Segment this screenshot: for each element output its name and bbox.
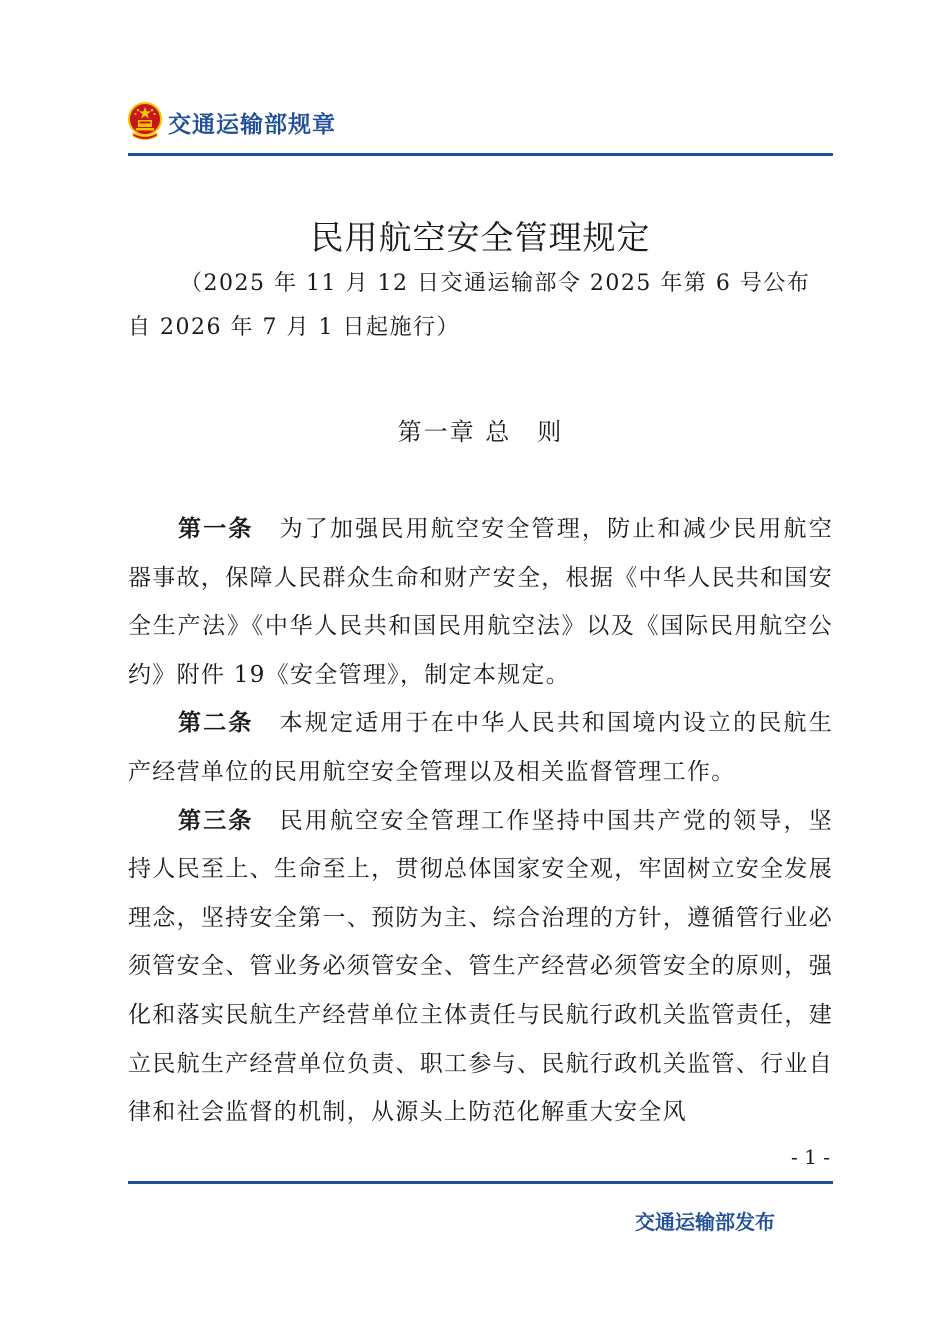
page-header: [128, 100, 833, 144]
article-label: 第二条: [178, 710, 254, 737]
article-1: [128, 505, 833, 699]
article-text: 本规定适用于在中华人民共和国境内设立的民航生产经营单位的民用航空安全管理以及相关监督管理工作。: [128, 710, 833, 785]
document-subtitle: （2025 年 11 月 12 日交通运输部令 2025 年第 6 号公布 自 2026 年 7 月 1 日起施行）: [128, 271, 811, 340]
footer-publisher: 交通运输部发布: [635, 1210, 775, 1234]
article-text: 为了加强民用航空安全管理，防止和减少民用航空器事故，保障人民群众生命和财产安全，根据《中华人民共和国安全生产法》《中华人民共和国民用航空法》以及《国际民用航空公约》附件 19《安全管理》，制定本规定。: [128, 516, 833, 688]
national-emblem-icon: [128, 102, 162, 140]
document-body: [128, 505, 833, 1137]
article-label: 第三条: [178, 807, 254, 834]
article-3: [128, 797, 833, 1137]
article-text: 民用航空安全管理工作坚持中国共产党的领导，坚持人民至上、生命至上，贯彻总体国家安全观，牢固树立安全发展理念，坚持安全第一、预防为主、综合治理的方针，遵循管行业必须管安全、管业务必须管安全、管生产经营必须管安全的原则，强化和落实民航生产经营单位主体责任与民航行政机关监管责任，建立民航生产经营单位负责、职工参与、民航行政机关监管、行业自律和社会监督的机制，从源头上防范化解重大安全风: [128, 807, 833, 1126]
document-title: 民用航空安全管理规定: [310, 218, 651, 257]
page-number: - 1 -: [791, 1145, 830, 1169]
article-2: [128, 699, 833, 796]
header-title: 交通运输部规章: [168, 112, 336, 138]
footer-divider: [128, 1181, 833, 1184]
article-label: 第一条: [178, 516, 254, 542]
chapter-heading: 第一章 总 则: [397, 418, 564, 446]
header-divider: [128, 153, 833, 156]
